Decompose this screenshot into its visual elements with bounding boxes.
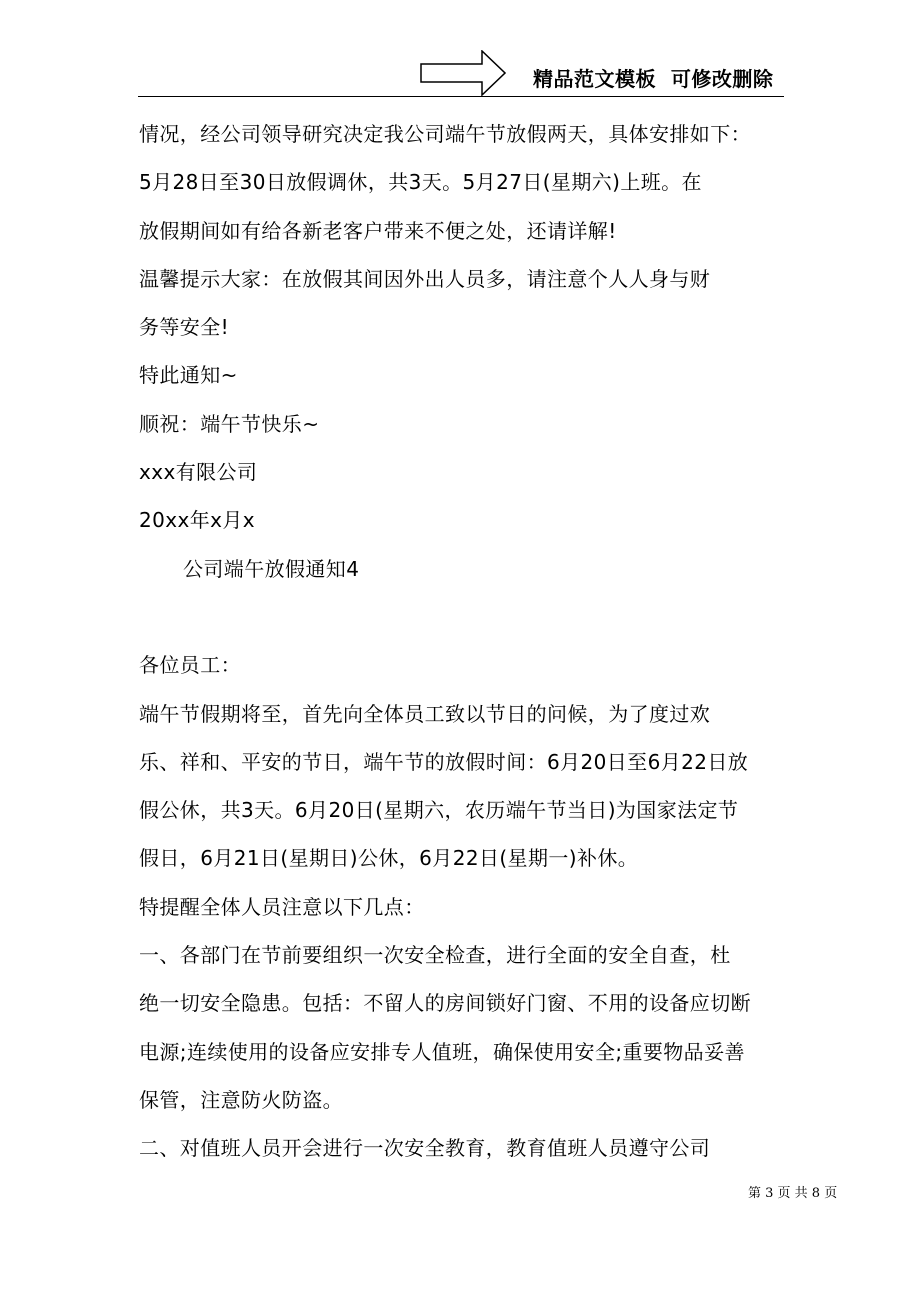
paragraph-line: 假日，6月21日(星期日)公休，6月22日(星期一)补休。: [139, 846, 639, 871]
paragraph-line: 放假期间如有给各新老客户带来不便之处，还请详解!: [139, 218, 617, 243]
paragraph-line: xxx有限公司: [139, 460, 258, 485]
paragraph-line: 端午节假期将至，首先向全体员工致以节日的问候，为了度过欢: [139, 701, 711, 726]
paragraph-line: 各位员工：: [139, 653, 241, 678]
paragraph-line: 情况，经公司领导研究决定我公司端午节放假两天，具体安排如下：: [139, 122, 751, 146]
blank-line: [139, 600, 789, 648]
paragraph-line: 20xx年x月x: [139, 508, 255, 533]
paragraph-line: 二、对值班人员开会进行一次安全教育，教育值班人员遵守公司: [139, 1136, 711, 1161]
paragraph-line: 保管，注意防火防盗。: [139, 1087, 343, 1112]
arrow-icon: [420, 50, 506, 96]
page-number: 第 3 页 共 8 页: [748, 1186, 838, 1201]
paragraph-line: 电源;连续使用的设备应安排专人值班，确保使用安全;重要物品妥善: [139, 1039, 745, 1064]
paragraph-line: 特此通知~: [139, 363, 238, 388]
paragraph-line: 特提醒全体人员注意以下几点：: [139, 894, 425, 919]
paragraph-line: 务等安全!: [139, 315, 230, 340]
paragraph-line: 假公休，共3天。6月20日(星期六，农历端午节当日)为国家法定节: [139, 798, 739, 823]
document-body: [139, 117, 789, 1180]
paragraph-line: 顺祝：端午节快乐~: [139, 411, 320, 436]
paragraph-line: 绝一切安全隐患。包括：不留人的房间锁好门窗、不用的设备应切断: [139, 991, 751, 1016]
section-title: 公司端午放假通知4: [183, 556, 360, 581]
header-label: 精品范文模板 可修改删除: [533, 67, 774, 91]
paragraph-line: 温馨提示大家：在放假其间因外出人员多，请注意个人人身与财: [139, 266, 711, 291]
paragraph-line: 5月28日至30日放假调休，共3天。5月27日(星期六)上班。在: [139, 170, 702, 195]
paragraph-line: 一、各部门在节前要组织一次安全检查，进行全面的安全自查，杜: [139, 943, 731, 968]
paragraph-line: 乐、祥和、平安的节日，端午节的放假时间：6月20日至6月22日放: [139, 749, 749, 774]
header-rule: [138, 96, 784, 97]
